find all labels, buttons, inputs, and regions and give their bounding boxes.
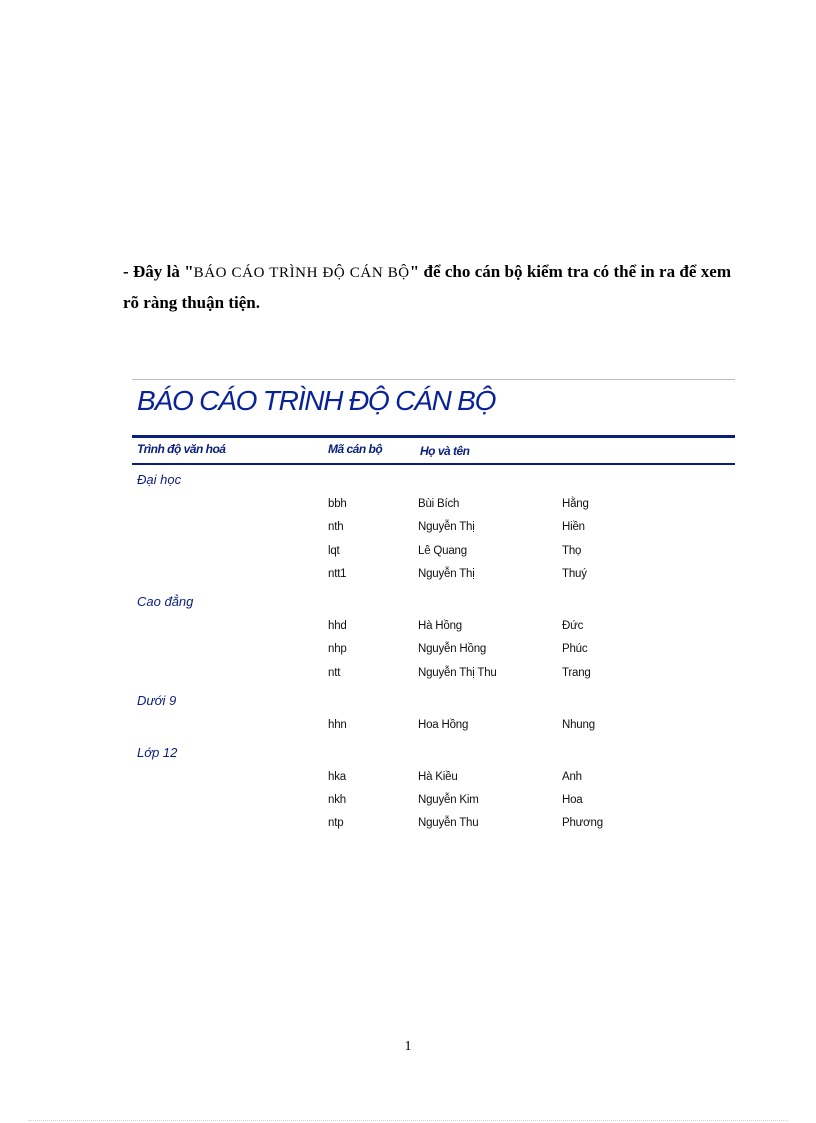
column-header-ma-can-bo: Mã cán bộ (328, 442, 383, 456)
staff-surname: Bùi Bích (418, 498, 460, 510)
staff-given-name: Thọ (562, 544, 582, 557)
group-label: Đại học (137, 472, 182, 487)
header-rule-top (132, 435, 735, 438)
report-title: BÁO CÁO TRÌNH ĐỘ CÁN BỘ (137, 385, 496, 416)
staff-surname: Hà Hồng (418, 619, 462, 632)
staff-given-name: Nhung (562, 718, 595, 731)
staff-surname: Lê Quang (418, 544, 467, 557)
page-number: 1 (404, 1039, 412, 1054)
staff-given-name: Đức (562, 619, 584, 632)
staff-code: hhd (328, 619, 347, 632)
staff-code: ntt1 (328, 567, 347, 580)
column-header-trinh-do: Trình độ văn hoá (137, 442, 226, 456)
staff-given-name: Hiền (562, 521, 585, 534)
column-header-ho-va-ten: Họ và tên (420, 444, 470, 458)
report-top-rule (132, 379, 735, 380)
header-rule-bottom (132, 463, 735, 465)
staff-code: nhp (328, 643, 347, 656)
staff-code: lqt (328, 544, 340, 557)
staff-surname: Hoa Hồng (418, 718, 469, 731)
staff-surname: Nguyễn Hồng (418, 643, 487, 656)
staff-surname: Hà Kiều (418, 770, 458, 783)
staff-given-name: Phúc (562, 643, 588, 656)
staff-code: ntp (328, 817, 344, 830)
staff-code: hhn (328, 718, 347, 731)
staff-surname: Nguyễn Thu (418, 817, 479, 830)
page-bottom-edge (28, 1120, 788, 1121)
group-label: Cao đẳng (137, 593, 194, 609)
staff-surname: Nguyễn Kim (418, 793, 479, 806)
report-panel (132, 379, 735, 839)
staff-code: nth (328, 521, 344, 534)
staff-given-name: Anh (562, 770, 582, 783)
staff-given-name: Phương (562, 817, 603, 830)
staff-code: ntt (328, 666, 341, 679)
staff-code: bbh (328, 498, 347, 510)
staff-given-name: Hoa (562, 793, 583, 806)
intro-paragraph (123, 257, 731, 317)
staff-code: nkh (328, 793, 346, 806)
group-label: Dưới 9 (137, 692, 177, 708)
staff-given-name: Thuý (562, 567, 587, 580)
staff-given-name: Trang (562, 666, 591, 679)
staff-given-name: Hằng (562, 498, 589, 510)
staff-code: hka (328, 770, 346, 783)
intro-rest: " để cho cán bộ kiểm tra có thể in ra để xem rõ ràng thuận tiện. (123, 262, 731, 312)
group-label: Lớp 12 (137, 744, 178, 760)
staff-surname: Nguyễn Thị Thu (418, 666, 497, 679)
intro-quoted-report-name: BÁO CÁO TRÌNH ĐỘ CÁN BỘ (193, 265, 410, 281)
intro-lead: - Đây là " (123, 262, 194, 281)
staff-surname: Nguyễn Thị (418, 567, 475, 580)
staff-surname: Nguyễn Thị (418, 521, 475, 534)
